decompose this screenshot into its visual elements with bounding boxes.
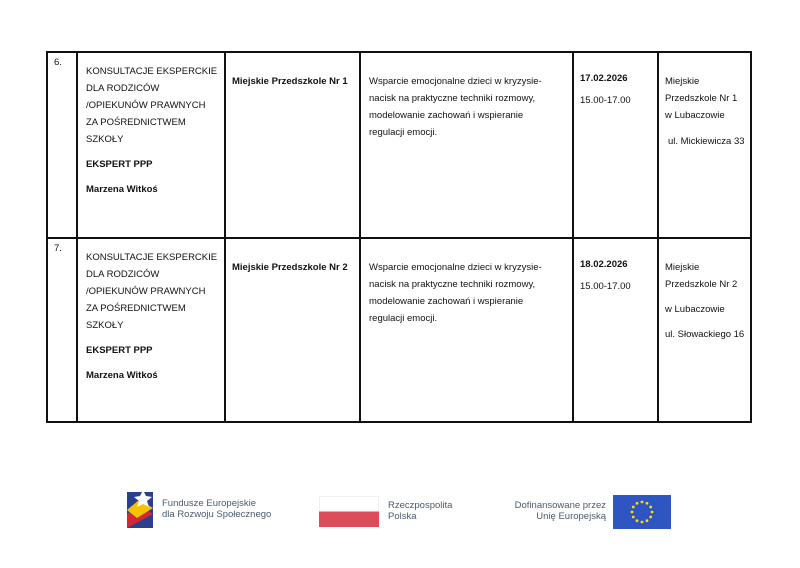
street-address: ul. Słowackiego 16 <box>665 329 745 340</box>
eu-flag-icon <box>613 495 671 529</box>
pl-text: Rzeczpospolita Polska <box>388 500 453 522</box>
support-description: Wsparcie emocjonalne dzieci w kryzysie- nacisk na praktyczne techniki rozmowy, modelowanie zachowań i wspieranie regulacji emocji. <box>360 238 573 422</box>
date: 18.02.2026 <box>580 259 628 270</box>
date-time <box>573 238 658 422</box>
street-address: ul. Mickiewicza 33 <box>668 136 745 147</box>
date: 17.02.2026 <box>580 73 628 84</box>
consultation-description: KONSULTACJE EKSPERCKIE DLA RODZICÓW /OPIEKUNÓW PRAWNYCH ZA POŚREDNICTWEM SZKOŁY EKSPERT PPP Marzena Witkoś <box>77 52 225 238</box>
expert-name: Marzena Witkoś <box>86 370 158 381</box>
location: Miejskie Przedszkole Nr 1 w Lubaczowie ul. Mickiewicza 33 <box>658 52 751 238</box>
row-number: 6. <box>47 52 77 238</box>
fe-text: Fundusze Europejskie dla Rozwoju Społecznego <box>162 498 272 520</box>
expert-label: EKSPERT PPP <box>86 159 153 170</box>
fe-logo-icon <box>125 488 157 532</box>
expert-label: EKSPERT PPP <box>86 345 153 356</box>
expert-name: Marzena Witkoś <box>86 184 158 195</box>
table-row <box>47 238 751 422</box>
time: 15.00-17.00 <box>580 95 631 106</box>
date-time <box>573 52 658 238</box>
poland-flag-icon <box>319 496 379 527</box>
school-name: Miejskie Przedszkole Nr 2 <box>225 238 360 422</box>
support-description: Wsparcie emocjonalne dzieci w kryzysie- nacisk na praktyczne techniki rozmowy, modelowanie zachowań i wspieranie regulacji emocji. <box>360 52 573 238</box>
table-row <box>47 52 751 238</box>
row-number: 7. <box>47 238 77 422</box>
consultation-description: KONSULTACJE EKSPERCKIE DLA RODZICÓW /OPIEKUNÓW PRAWNYCH ZA POŚREDNICTWEM SZKOŁY EKSPERT PPP Marzena Witkoś <box>77 238 225 422</box>
schedule-table <box>46 51 752 423</box>
location: Miejskie Przedszkole Nr 2 w Lubaczowie ul. Słowackiego 16 <box>658 238 751 422</box>
funding-footer <box>0 488 800 536</box>
time: 15.00-17.00 <box>580 281 631 292</box>
eu-text: Dofinansowane przez Unię Europejską <box>514 500 606 522</box>
school-name: Miejskie Przedszkole Nr 1 <box>225 52 360 238</box>
